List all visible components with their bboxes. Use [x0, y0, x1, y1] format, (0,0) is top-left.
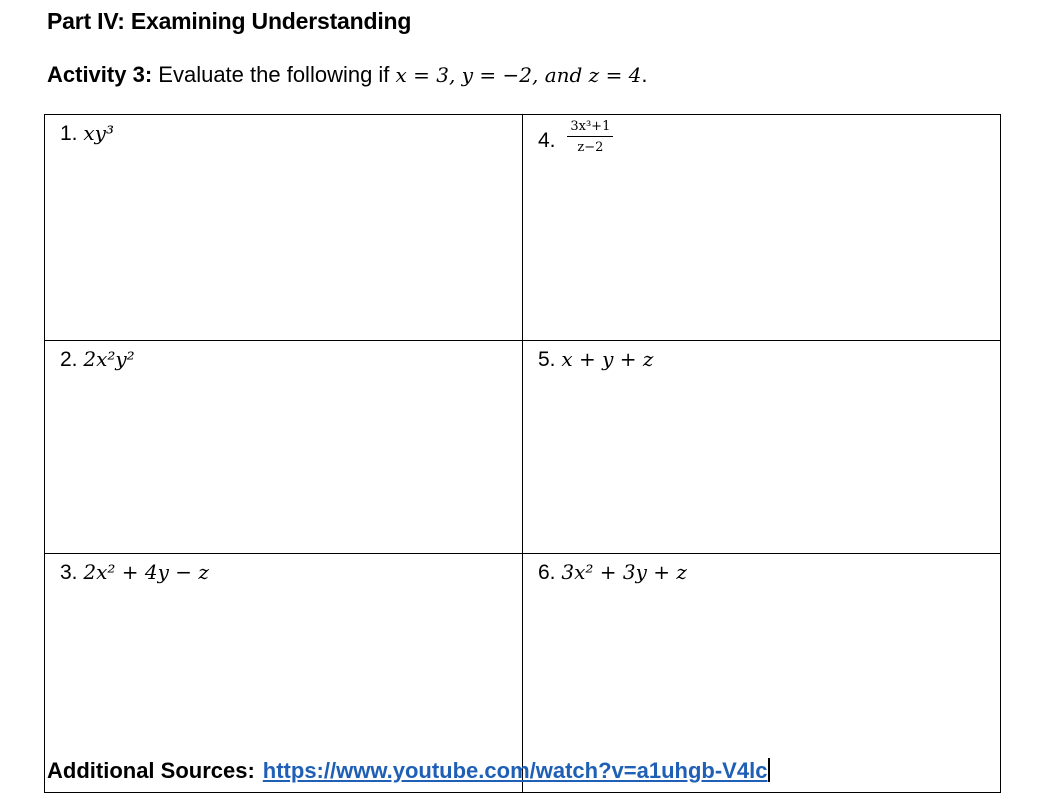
activity-label: Activity 3: [47, 62, 153, 87]
instruction-text: Evaluate the following if [158, 62, 390, 87]
problem-number: 6. [538, 561, 556, 584]
problem-expression [561, 347, 653, 371]
fraction-problem [538, 119, 613, 155]
problem-expression [83, 560, 209, 584]
table-row [45, 341, 1001, 554]
activity-instruction [47, 62, 648, 88]
problem-expression [83, 347, 134, 371]
additional-sources [47, 758, 770, 784]
sources-label: Additional Sources: [47, 758, 255, 783]
problem-cell-2[interactable] [45, 341, 523, 554]
text-cursor [768, 758, 770, 782]
fraction-denominator: z−2 [577, 140, 604, 155]
problem-number: 2. [60, 348, 78, 371]
problem-number: 4. [538, 128, 556, 152]
problem-expression [561, 560, 687, 584]
problem-expression [83, 121, 114, 145]
expression-text: 3x² + 3y + z [561, 560, 687, 584]
end-punctuation: . [641, 62, 648, 87]
conditions-expression: x = 3, y = −2, and z = 4 [395, 63, 642, 87]
problem-cell-1[interactable] [45, 115, 523, 341]
problem-number: 1. [60, 122, 78, 145]
table-row [45, 115, 1001, 341]
expression-text: xy³ [83, 121, 114, 145]
expression-text: 2x²y² [83, 347, 135, 371]
problem-table [44, 114, 1001, 793]
expression-text: 2x² + 4y − z [83, 560, 209, 584]
problem-cell-6[interactable] [523, 554, 1001, 793]
fraction-numerator: 3x³+1 [567, 119, 613, 137]
fraction-expression [567, 119, 613, 155]
sources-link[interactable]: https://www.youtube.com/watch?v=a1uhgb-V4lc [262, 758, 768, 783]
problem-cell-3[interactable] [45, 554, 523, 793]
page-title: Part IV: Examining Understanding [47, 8, 412, 34]
problem-cell-4[interactable] [523, 115, 1001, 341]
variable-conditions [396, 63, 642, 87]
problem-number: 3. [60, 561, 78, 584]
expression-text: x + y + z [561, 347, 654, 371]
problem-number: 5. [538, 348, 556, 371]
problem-cell-5[interactable] [523, 341, 1001, 554]
table-row [45, 554, 1001, 793]
